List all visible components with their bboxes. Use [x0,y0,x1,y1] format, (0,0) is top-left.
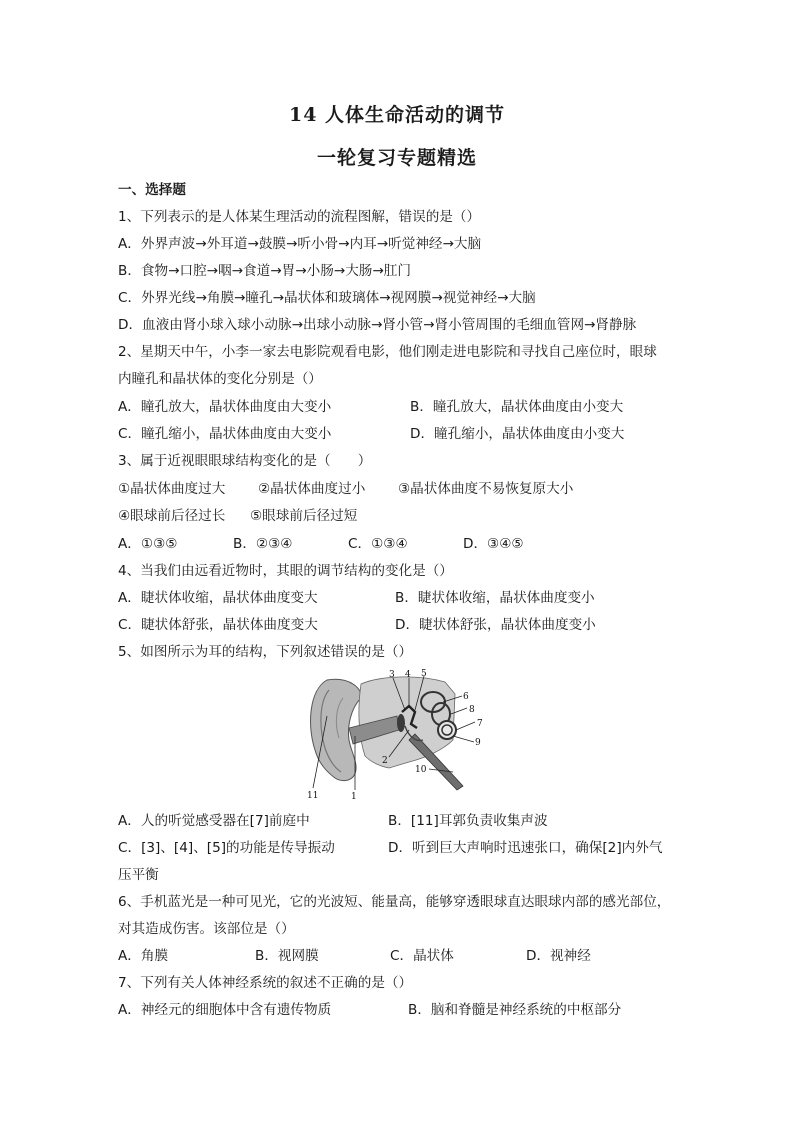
q6-option-c: C．晶状体 [390,948,454,964]
q6-option-d: D．视神经 [526,948,591,964]
figure-label-8: 8 [469,705,475,715]
q4-option-a: A．睫状体收缩，晶状体曲度变大 [118,590,318,606]
figure-label-6: 6 [463,692,469,702]
page-title: 14 人体生命活动的调节 [288,104,506,126]
q3-option-b: B．②③④ [233,536,293,552]
q3-option-d: D．③④⑤ [463,536,524,552]
q3-stem: 3、属于近视眼眼球结构变化的是（ ） [118,453,372,469]
q2-stem-line2: 内瞳孔和晶状体的变化分别是（） [118,371,322,387]
figure-label-5: 5 [421,669,427,679]
figure-label-11: 11 [307,791,319,800]
q5-option-d-line1: D．听到巨大声响时迅速张口，确保[2]内外气 [388,840,663,856]
q4-option-d: D．睫状体舒张，晶状体曲度变小 [395,617,596,633]
figure-label-9: 9 [475,738,481,748]
figure-label-2: 2 [382,756,388,766]
q3-item-1: ①晶状体曲度过大 [118,481,226,497]
q3-item-5: ⑤眼球前后径过短 [250,508,358,524]
q3-item-4: ④眼球前后径过长 [118,508,226,524]
figure-label-1: 1 [351,792,357,800]
q6-option-b: B．视网膜 [255,948,319,964]
q6-stem-line1: 6、手机蓝光是一种可见光，它的光波短、能量高，能够穿透眼球直达眼球内部的感光部位， [118,894,671,910]
q3-option-a: A．①③⑤ [118,536,178,552]
q7-stem: 7、下列有关人体神经系统的叙述不正确的是（） [118,975,413,991]
q3-item-3: ③晶状体曲度不易恢复原大小 [398,481,574,497]
q5-option-d-line2: 压平衡 [118,867,159,883]
q1-stem: 1、下列表示的是人体某生理活动的流程图解，错误的是（） [118,209,481,225]
q1-option-b: B．食物→口腔→咽→食道→胃→小肠→大肠→肛门 [118,263,411,279]
q1-option-a: A．外界声波→外耳道→鼓膜→听小骨→内耳→听觉神经→大脑 [118,236,482,252]
q5-option-b: B．[11]耳郭负责收集声波 [388,813,548,829]
leader-7 [456,722,475,730]
figure-label-10: 10 [415,765,427,775]
q3-option-c: C．①③④ [348,536,408,552]
ear-structure-figure [305,668,495,800]
q7-option-a: A．神经元的细胞体中含有遗传物质 [118,1002,332,1018]
q2-option-b: B．瞳孔放大，晶状体曲度由小变大 [410,399,624,415]
q5-option-c: C．[3]、[4]、[5]的功能是传导振动 [118,840,335,856]
page-subtitle: 一轮复习专题精选 [316,147,477,169]
q2-option-a: A．瞳孔放大，晶状体曲度由大变小 [118,399,332,415]
q6-option-a: A．角膜 [118,948,169,964]
q1-option-d: D．血液由肾小球入球小动脉→出球小动脉→肾小管→肾小管周围的毛细血管网→肾静脉 [118,317,637,333]
eardrum [397,714,405,732]
q4-option-b: B．睫状体收缩，晶状体曲度变小 [395,590,595,606]
leader-9 [453,736,474,742]
q2-stem-line1: 2、星期天中午，小李一家去电影院观看电影，他们刚走进电影院和寻找自己座位时，眼球 [118,344,657,360]
q5-option-a: A．人的听觉感受器在[7]前庭中 [118,813,310,829]
figure-label-3: 3 [389,670,395,680]
q5-stem: 5、如图所示为耳的结构，下列叙述错误的是（） [118,644,413,660]
q1-option-c: C．外界光线→角膜→瞳孔→晶状体和玻璃体→视网膜→视觉神经→大脑 [118,290,536,306]
q7-option-b: B．脑和脊髓是神经系统的中枢部分 [408,1002,622,1018]
q3-item-2: ②晶状体曲度过小 [258,481,366,497]
q4-option-c: C．睫状体舒张，晶状体曲度变大 [118,617,318,633]
q4-stem: 4、当我们由远看近物时，其眼的调节结构的变化是（） [118,563,453,579]
q6-stem-line2: 对其造成伤害。该部位是（） [118,921,295,937]
section-heading: 一、选择题 [118,182,186,198]
figure-label-4: 4 [405,670,411,680]
q2-option-c: C．瞳孔缩小，晶状体曲度由大变小 [118,426,332,442]
q2-option-d: D．瞳孔缩小，晶状体曲度由小变大 [410,426,625,442]
figure-label-7: 7 [477,719,483,729]
